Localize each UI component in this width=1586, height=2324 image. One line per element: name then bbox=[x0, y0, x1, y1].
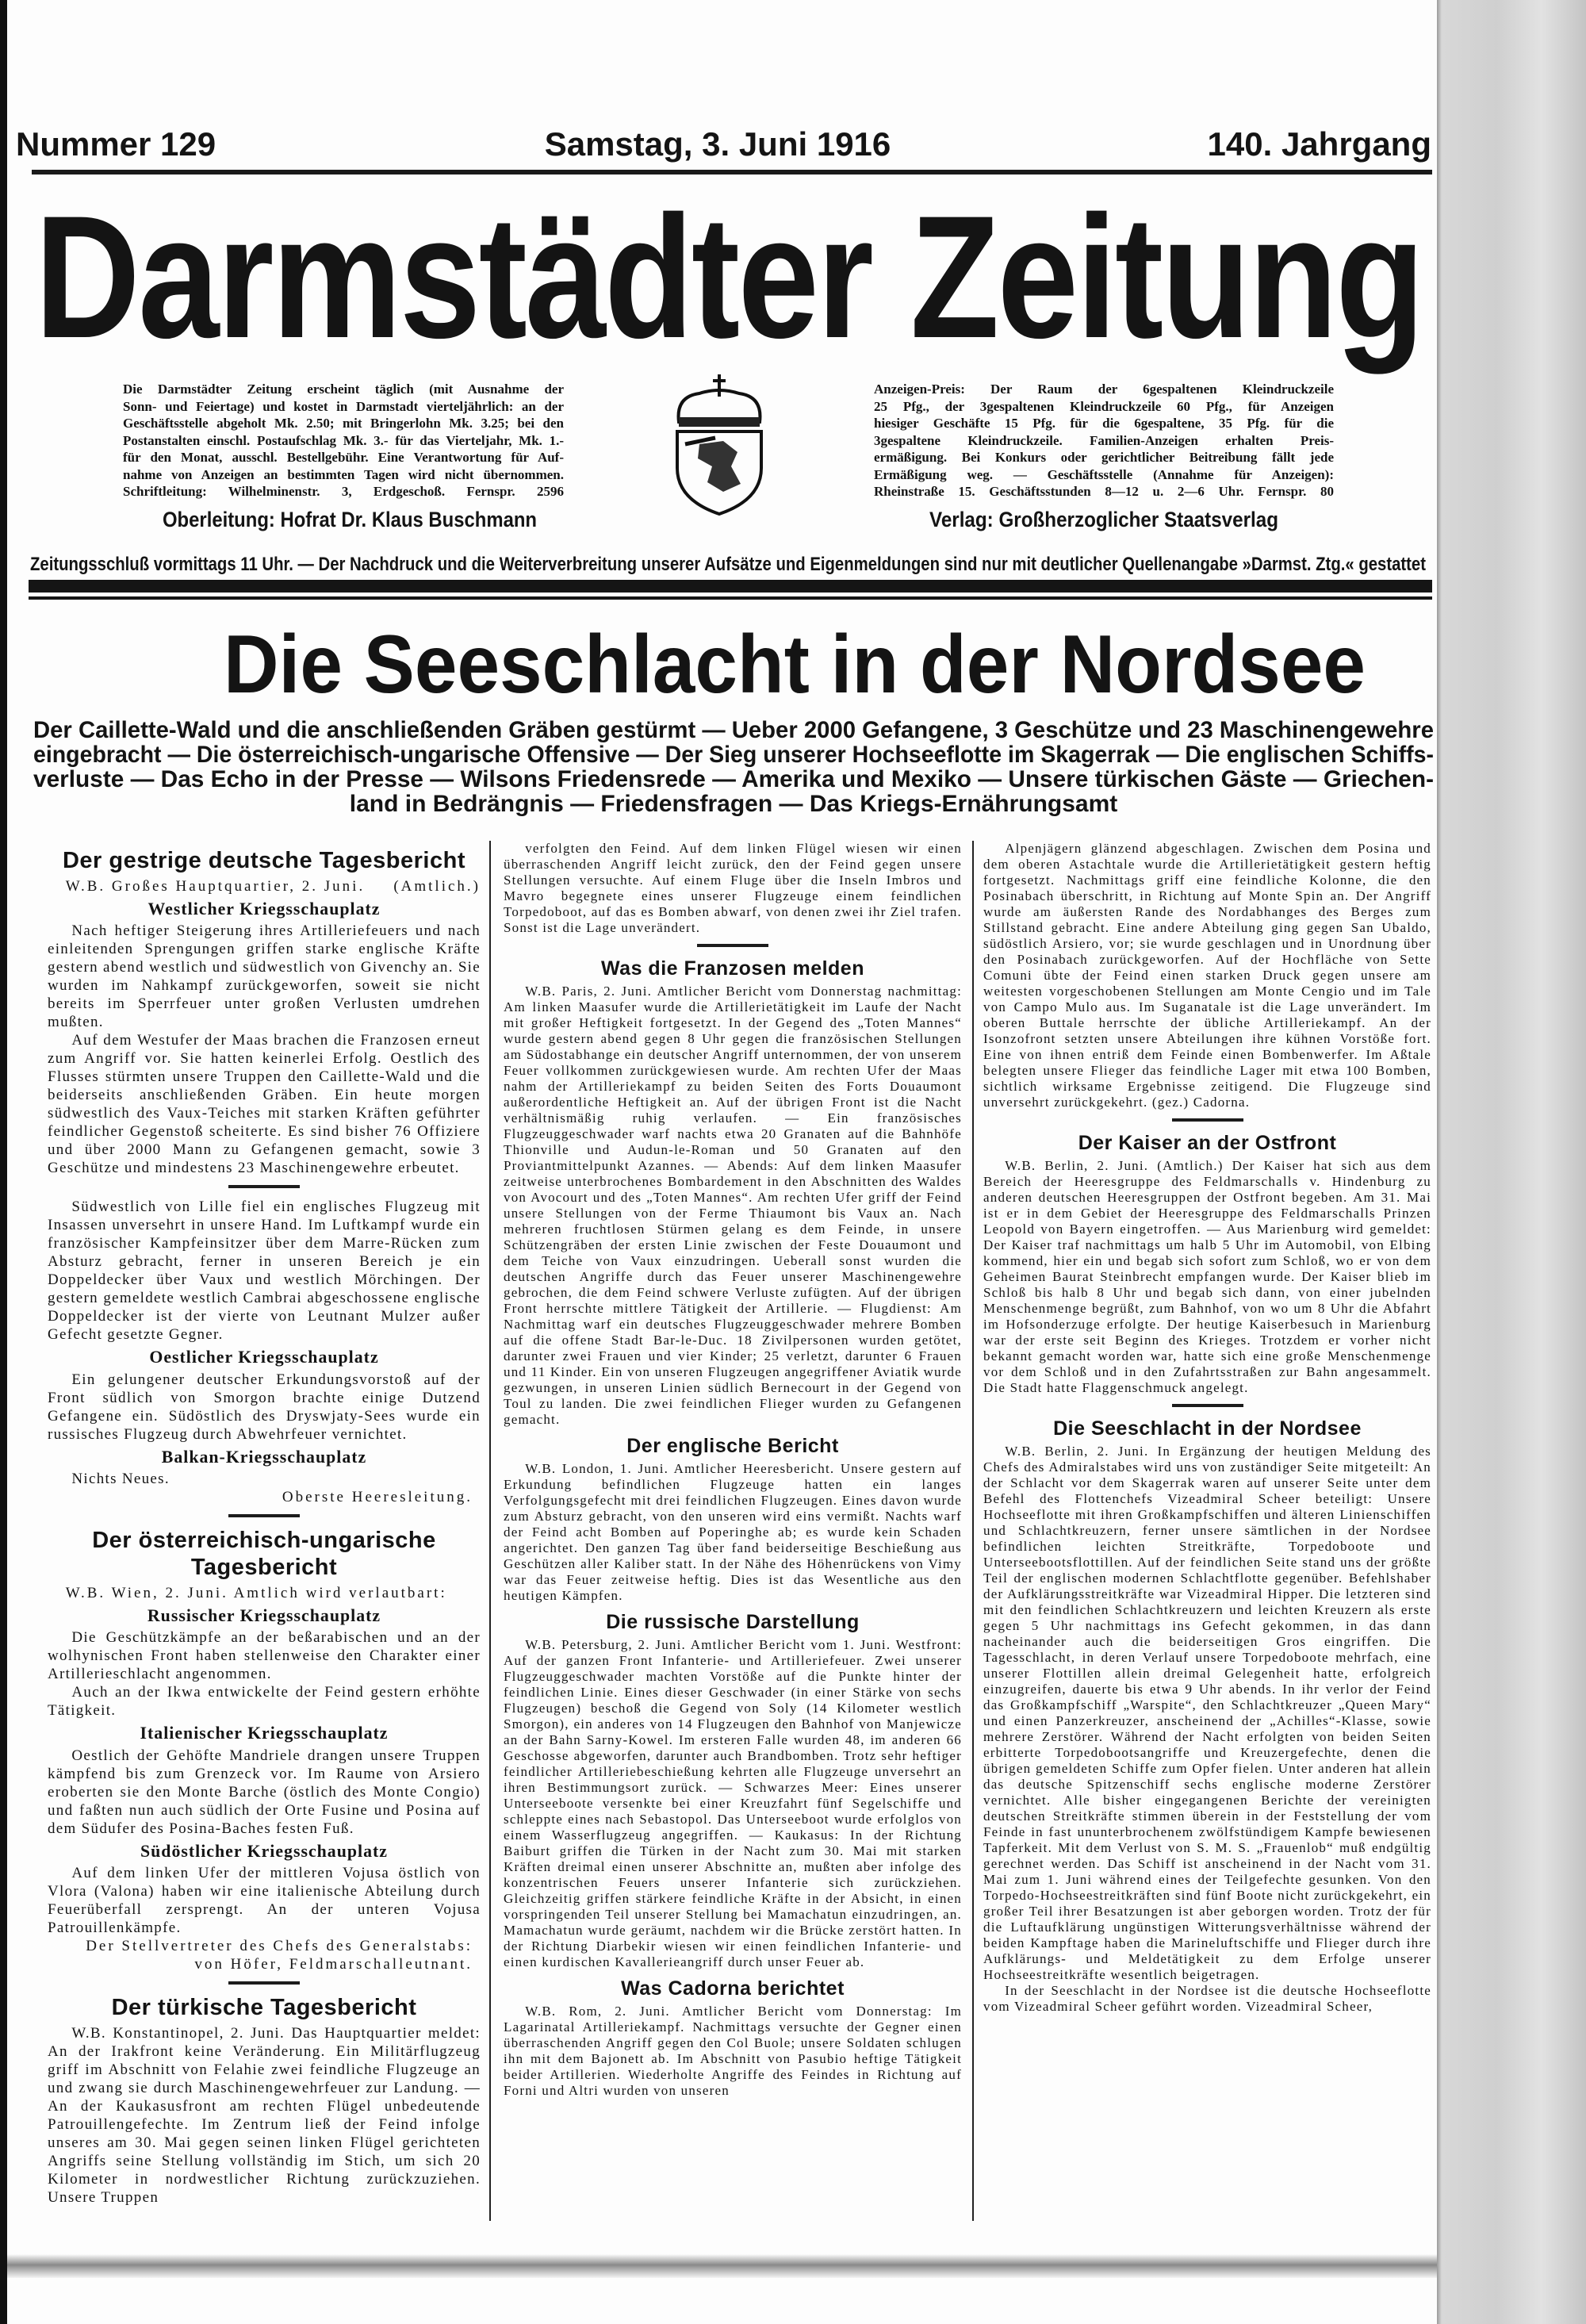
info-line: für den Monat, ausschl. Bestellgebühr. Eine Verantwortung für Auf- bbox=[123, 450, 564, 465]
article-paragraph: Auch an der Ikwa entwickelte der Feind gestern erhöhte Tätigkeit. bbox=[48, 1684, 481, 1720]
column-3 bbox=[983, 841, 1431, 2217]
info-line: hiesiger Geschäfte 15 Pfg. für die 6gespaltene, 35 Pfg. für die bbox=[874, 416, 1334, 431]
section-subheading: Südöstlicher Kriegsschauplatz bbox=[140, 1841, 388, 1861]
section-subheading: Balkan-Kriegsschauplatz bbox=[161, 1447, 367, 1467]
section-divider bbox=[228, 1514, 300, 1517]
info-line: Geschäftsstelle abgeholt Mk. 2.50; mit Bringerlohn Mk. 3.25; bei den bbox=[123, 416, 564, 431]
section-subheading: Oestlicher Kriegsschauplatz bbox=[149, 1348, 379, 1367]
article-paragraph: Ein gelungener deutscher Erkundungsvorstoß auf der Front südlich von Smorgon brachte einige Dutzend Gefangene ein. Südöstlich des Dryswjaty-Sees wurde ein russisches Flugzeug durch Abwehrfeuer vernichtet. bbox=[48, 1371, 481, 1443]
article-signature: Oberste Heeresleitung. bbox=[282, 1488, 473, 1505]
subheadline-line: land in Bedrängnis — Friedensfragen — Das Kriegs-Ernährungsamt bbox=[349, 791, 1118, 817]
article-heading: Die russische Darstellung bbox=[606, 1611, 860, 1633]
article-heading: Der österreichisch-ungarische Tagesbericht bbox=[92, 1527, 436, 1580]
section-divider bbox=[1172, 1404, 1243, 1407]
subheadlines bbox=[33, 718, 1434, 816]
info-line: Anzeigen-Preis: Der Raum der 6gespaltenen Kleindruckzeile bbox=[874, 382, 1334, 397]
main-headline bbox=[224, 619, 1366, 711]
article-paragraph: W.B. Konstantinopel, 2. Juni. Das Hauptquartier meldet: An der Irakfront keine Veränderung. Ein Militärflugzeug griff im Abschnitt von Felahie zwei feindliche Flugzeuge an und zwang sie durch Maschinengewehrfeuer zur Landung. — An der Kaukasusfront am rechten Flügel unbedeutende Patrouillengefechte. Im Zentrum ließ der Feind infolge unseres am 30. Mai gegen seinen linken Flügel gerichteten Angriffs seine Stellung vollständig im Stich, um sich 20 Kilometer in nordwestlicher Richtung zurückzuziehen. Unsere Truppen bbox=[48, 2024, 481, 2206]
info-line: Schriftleitung: Wilhelminenstr. 3, Erdgeschoß. Fernspr. 2596 bbox=[123, 484, 564, 499]
article-paragraph: Auf dem linken Ufer der mittleren Vojusa östlich von Vlora (Valona) haben wir eine italienische Abteilung durch Feuerüberfall zersprengt. An der unteren Vojusa Patrouillenkämpfe. bbox=[48, 1864, 481, 1936]
line-text: eingebracht — Die österreichisch-ungarische Offensive — Der Sieg unserer Hochseeflotte im Skagerrak — Die englischen Schiffs- bbox=[33, 742, 1434, 768]
dateline bbox=[48, 877, 481, 895]
info-line: 3gespaltene Kleindruckzeile. Familien-Anzeigen erhalten Preis- bbox=[874, 432, 1334, 448]
article-paragraph: verfolgten den Feind. Auf dem linken Flügel wiesen wir einen überraschenden Angriff leicht zurück, den der Feind gegen unsere Stellungen versuchte. Auf einem Fluge über die Inseln Imbros und Mavro begegnete eines unserer Flugzeuge einem feindlichen Torpedoboot, auf das es Bomben abwarf, von denen zwei ihr Ziel trafen. Sonst ist die Lage unverändert. bbox=[504, 841, 962, 935]
article-paragraph: Auf dem Westufer der Maas brachen die Franzosen erneut zum Angriff vor. Sie hatten keinerlei Erfolg. Oestlich des Flusses stürmten unsere Truppen den Caillette-Wald und die beiderseits anschließenden Gräben. Ein heute morgen südwestlich des Vaux-Teiches mit starken Kräften geführter feindlicher Gegenstoß scheiterte. Es sind bisher 76 Offiziere und über 2000 Mann zu Gefangenen gemacht, sowie 3 Geschütze und mindestens 23 Maschinengewehre erbeutet. bbox=[48, 1032, 481, 1177]
info-line: Sonn- und Feiertage) und kostet in Darmstadt vierteljährlich: an der bbox=[123, 398, 564, 414]
masthead-rule-thin bbox=[29, 596, 1432, 600]
masthead-rule-thick bbox=[29, 580, 1432, 593]
column-divider bbox=[489, 841, 491, 2221]
column-1 bbox=[48, 841, 481, 2217]
coat-of-arms-icon bbox=[668, 373, 771, 516]
newspaper-title-text: Darmstädter Zeitung bbox=[35, 179, 1423, 374]
section-subheading: Italienischer Kriegsschauplatz bbox=[140, 1724, 389, 1743]
publisher-line-text: Verlag: Großherzoglicher Staatsverlag bbox=[929, 508, 1278, 531]
reprint-notice bbox=[30, 554, 1426, 576]
section-subheading: Russischer Kriegsschauplatz bbox=[147, 1605, 381, 1625]
issue-number: Nummer 129 bbox=[16, 125, 216, 163]
article-paragraph: W.B. Paris, 2. Juni. Amtlicher Bericht vom Donnerstag nachmittag: Am linken Maasufer wurde die Artillerietätigkeit im Laufe der Nacht mit großer Heftigkeit fortgesetzt. In der Gegend des „Toten Mannes“ wurde gestern abend gegen 8 Uhr gegen die französischen Stellungen am Südostabhange ein deutscher Angriff unternommen, der von unserem Feuer vollkommen zurückgewiesen wurde. Am rechten Ufer der Maas nahm der Artilleriekampf zu beiden Seiten des Forts Douaumont außerordentliche Heftigkeit an. Auf der übrigen Front ist die Nacht verhältnismäßig ruhig verlaufen. — Ein französisches Flugzeuggeschwader warf nachts etwa 20 Granaten auf die Bahnhöfe Thionville und Audun-le-Roman und 50 Granaten auf den Proviantmittelpunkt Azannes. — Abends: Auf dem linken Maasufer zeitweise unterbrochenes Bombardement in den Abschnitten des Waldes von Avocourt und des „Toten Mannes“. Am rechten Ufer griff der Feind unsere Stellungen von der Ferme Thiaumont bis Vaux an. Nach mehreren fruchtlosen Stürmen gelang es dem Feinde, in unsere Schützengräben der ersten Linie zwischen der Feste Douaumont und dem Teiche von Vaux einzudringen. Ueberall sonst wurden die deutschen Angriffe durch das Feuer unserer Maschinengewehre gebrochen, die dem Feind schwere Verluste zufügten. Auf der übrigen Front herrschte mittlere Tätigkeit der Artillerie. — Flugdienst: Am Nachmittag warf ein deutsches Flugzeuggeschwader mehrere Bomben auf die offene Stadt Bar-le-Duc. 18 Zivilpersonen wurden getötet, darunter zwei Frauen und vier Kinder; 25 verletzt, darunter 6 Frauen und 11 Kinder. Ein von unseren Flugzeugen angegriffener Aviatik wurde gezwungen, in unseren Linien südlich Bernecourt in der Gegend von Toul zu landen. Die zwei feindlichen Flieger wurden zu Gefangenen gemacht. bbox=[504, 984, 962, 1427]
newspaper-title bbox=[35, 178, 1423, 376]
info-line: Postanstalten einschl. Postaufschlag Mk. 3.- für das Vierteljahr, Mk. 1.- bbox=[123, 432, 564, 448]
info-line: Die Darmstädter Zeitung erscheint täglich (mit Ausnahme der bbox=[123, 382, 564, 397]
info-line: ermäßigung. Bei Konkurs oder gerichtlicher Beitreibung fällt jede bbox=[874, 450, 1334, 465]
article-paragraph: In der Seeschlacht in der Nordsee ist die deutsche Hochseeflotte vom Vizeadmiral Scheer geführt worden. Vizeadmiral Scheer, bbox=[983, 1983, 1431, 2014]
article-paragraph: W.B. Rom, 2. Juni. Amtlicher Bericht vom Donnerstag: Im Lagarinatal Artilleriekampf. Nachmittags versuchte der Gegner einen überraschenden Angriff gegen den Col Buole; unsere Soldaten schlugen ihn mit dem Bajonett ab. Im Abschnitt von Pasubio heftige Tätigkeit beider Artillerien. Wiederholte Angriffe des Feindes in Richtung auf Forni und Altri wurden von unseren bbox=[504, 2004, 962, 2098]
editor-line bbox=[163, 508, 537, 532]
article-paragraph: W.B. Berlin, 2. Juni. (Amtlich.) Der Kaiser hat sich aus dem Bereich der Heeresgruppe des Feldmarschalls v. Hindenburg zu anderen deutschen Heeresgruppen der Ostfront begeben. Am 31. Mai ist er in dem Gebiet der Heeresgruppe des Feldmarschalls Prinzen Leopold von Bayern eingetroffen. — Aus Marienburg wird gemeldet: Der Kaiser traf nachmittags um halb 5 Uhr im Automobil, von Elbing kommend, hier ein und begab sich sofort zum Schloß, wo er von dem Geheimen Baurat Steinbrecht empfangen wurde. Der Kaiser blieb im Schloß bis halb 8 Uhr und begab sich dann, von einer jubelnden Menschenmenge begrüßt, zum Bahnhof, von wo um 8 Uhr die Abfahrt im Hofsonderzuge erfolgte. Der heutige Kaiserbesuch in Marienburg war der erste seit Beginn des Krieges. Trotzdem er vorher nicht bekannt gemacht worden war, hatte sich eine große Menschenmenge vor dem Schloß und in den Zufahrtsstraßen zur Bahn angesammelt. Die Stadt hatte Flaggenschmuck angelegt. bbox=[983, 1158, 1431, 1395]
article-signature: von Höfer, Feldmarschalleutnant. bbox=[194, 1955, 473, 1973]
article-paragraph: Südwestlich von Lille fiel ein englisches Flugzeug mit Insassen unversehrt in unsere Hand. Im Luftkampf wurde ein französischer Kampfeinsitzer über dem Marre-Rücken zum Absturz gebracht, ferner in unseren Bereich je ein Doppeldecker über Vaux und westlich Mörchingen. Der gestern gemeldete westlich Cambrai abgeschossene englische Doppeldecker ist der vierte von Leutnant Mulzer außer Gefecht gesetzte Gegner. bbox=[48, 1198, 481, 1344]
column-2 bbox=[504, 841, 962, 2217]
dateline-text: W.B. Wien, 2. Juni. Amtlich wird verlautbart: bbox=[65, 1584, 447, 1601]
column-divider bbox=[972, 841, 974, 2221]
article-paragraph: Oestlich der Gehöfte Mandriele drangen unsere Truppen kämpfend bis zum Grenzeck vor. Im Raume von Arsiero eroberten sie den Monte Barche (östlich des Monte Congio) und faßten nun auch südlich der Orte Fusine und Posina auf dem Südufer des Posina-Baches festen Fuß. bbox=[48, 1747, 481, 1837]
dateline-note: (Amtlich.) bbox=[393, 878, 481, 895]
article-heading: Was Cadorna berichtet bbox=[621, 1977, 845, 2000]
reprint-notice-text: Zeitungsschluß vormittags 11 Uhr. — Der Nachdruck und die Weiterverbreitung unserer Aufsätze und Eigenmeldungen sind nur mit deutlicher Quellenangabe »Darmst. Ztg.« gestattet bbox=[30, 554, 1426, 575]
article-paragraph: W.B. Berlin, 2. Juni. In Ergänzung der heutigen Meldung des Chefs des Admiralstabes wird uns von zuständiger Seite mitgeteilt: An der Schlacht vor dem Skagerrak waren auf unserer Seite unter dem Befehl des Flottenchefs Vizeadmiral Scheer beteiligt: Unsere Hochseeflotte mit ihren Großkampfschiffen und älteren Linienschiffen und Schlachtkreuzern, ferner unsere sämtlichen in der Nordsee befindlichen leichten Streitkräfte, Torpedoboote und Unterseebootsflottillen. Auf der feindlichen Seite stand uns der größte Teil der englischen modernen Schlachtflotte gegenüber. Befehlshaber der Aufklärungsstreitkräfte war Vizeadmiral Hipper. Die letzteren sind mit den feindlichen Schlachtkreuzern und leichten Kreuzern als erste gegen 5 Uhr nachmittags ins Gefecht gekommen, in das dann nacheinander auch die beiderseitigen Gros eingriffen. Die Tagesschlacht, in deren Verlauf unsere Torpedoboote mehrfach, eine unserer Flottillen allein dreimal Gelegenheit hatte, erfolgreich einzugreifen, dauerte bis etwa 9 Uhr abends. In ihr verlor der Feind das Großkampfschiff „Warspite“, den Schlachtkreuzer „Queen Mary“ und einen Panzerkreuzer, anscheinend der „Achilles“-Klasse, sowie mehrere Zerstörer. Während der Nacht erfolgten von beiden Seiten erbitterte Torpedobootsangriffe und Kreuzergefechte, denen die übrigen gemeldeten Schiffe zum Opfer fielen. Unter anderen hat allein das deutsche Spitzenschiff sechs englische moderne Zerstörer vernichtet. Alle bisher eingegangenen Berichte der vereinigten deutschen Streitkräfte stimmen überein in der Feststellung der vom Feinde in fast ununterbrochenem zwölfstündigem Kampfe bewiesenen Tapferkeit. Mit dem Verlust von S. M. S. „Frauenlob“ muß endgültig gerechnet werden. Das Schiff ist anscheinend in der Nacht vom 31. Mai zum 1. Juni während eines der Teilgefechte gesunken. Von den Torpedo-Hochseestreitkräften sind fünf Boote nicht zurückgekehrt, ein großer Teil ihrer Besatzungen ist aber geborgen worden. Trotz der für die Luftaufklärung ungünstigen Witterungsverhältnisse während der beiden Kampftage haben die Marineluftschiffe und Flieger durch ihre Aufklärungs- und Meldetätigkeit zu dem Erfolge unserer Hochseestreitkräfte wesentlich beigetragen. bbox=[983, 1444, 1431, 1982]
section-divider bbox=[228, 1981, 300, 1985]
info-line: nahme von Anzeigen an bestimmten Tagen wird nicht übernommen. bbox=[123, 466, 564, 482]
publisher-line bbox=[929, 508, 1278, 532]
section-divider bbox=[1172, 1118, 1243, 1122]
article-heading: Der Kaiser an der Ostfront bbox=[1078, 1132, 1337, 1154]
info-line: Ermäßigung weg. — Geschäftsstelle (Annahme für Anzeigen): bbox=[874, 466, 1334, 482]
article-heading: Die Seeschlacht in der Nordsee bbox=[1053, 1417, 1362, 1440]
info-line: Rheinstraße 15. Geschäftsstunden 8—12 u. 2—6 Uhr. Fernspr. 80 bbox=[874, 484, 1334, 499]
article-paragraph: Nichts Neues. bbox=[71, 1470, 170, 1487]
line-text: Der Caillette-Wald und die anschließenden Gräben gestürmt — Ueber 2000 Gefangene, 3 Geschütze und 23 Maschinengewehre bbox=[33, 717, 1434, 743]
subscription-info bbox=[123, 381, 564, 500]
article-paragraph: Nach heftiger Steigerung ihres Artilleriefeuers und nach einleitenden Sprengungen griffen starke englische Kräfte gestern abend westlich und südwestlich von Givenchy an. Sie wurden im Nahkampf zurückgeworfen, soweit sie nicht bereits im Sperrfeuer unter großen Verlusten umdrehen mußten. bbox=[48, 922, 481, 1031]
section-divider bbox=[228, 1185, 300, 1188]
article-paragraph: Alpenjägern glänzend abgeschlagen. Zwischen dem Posina und dem oberen Astachtale wurde die Artillerietätigkeit gestern heftig fortgesetzt. Nachmittags griff eine feindliche Kolonne, die den Posinabach überschritt, in Richtung auf Monte Spin an. Der Angriff wurde am äußersten Rande des Nordabhanges des Berges zum Stillstand gebracht. Eine andere Abteilung ging gegen San Ubaldo, südöstlich Arsiero, vor; sie wurde geschlagen und in Unordnung über den Posinabach zurückgeworfen. Auf der Hochfläche von Sette Comuni übte der Feind einen starken Druck gegen unsere am weitesten vorgeschobenen Stellungen am Monte Cengio und im Tale von Campo Mulo aus. Im Suganatale ist die Lage unverändert. Im oberen Buttale herrschte der übliche Artilleriekampf. An der Isonzofront setzten unsere Abteilungen ihre kühnen Vorstöße fort. Eine von ihnen entriß dem Feinde einen Bombenwerfer. Im Aßtale belegten unsere Flieger das feindliche Lager mit etwa 100 Bomben, sichtlich wirksame Ergebnisse zeitigend. Die Flugzeuge sind unversehrt zurückgekehrt. (gez.) Cadorna. bbox=[983, 841, 1431, 1110]
advertising-info bbox=[874, 381, 1334, 500]
editor-line-text: Oberleitung: Hofrat Dr. Klaus Buschmann bbox=[163, 508, 537, 531]
volume-year: 140. Jahrgang bbox=[1207, 125, 1431, 163]
article-heading: Der türkische Tagesbericht bbox=[111, 1994, 417, 2020]
info-line: 25 Pfg., der 3gespaltenen Kleindruckzeile 60 Pfg., für Anzeigen bbox=[874, 398, 1334, 414]
article-heading: Was die Franzosen melden bbox=[601, 957, 864, 980]
top-rule bbox=[32, 170, 1432, 174]
subheadline-line bbox=[33, 742, 1434, 767]
dateline bbox=[48, 1584, 481, 1602]
main-headline-text: Die Seeschlacht in der Nordsee bbox=[224, 619, 1366, 711]
binding-strip bbox=[1437, 0, 1586, 2324]
article-paragraph: W.B. Petersburg, 2. Juni. Amtlicher Bericht vom 1. Juni. Westfront: Auf der ganzen Front Infanterie- und Artilleriefeuer. Zwei unserer Flugzeuggeschwader machten Vorstöße auf die Punkte hinter der feindlichen Linie. Eines dieser Geschwader (in einer Stärke von sechs Flugzeugen) beschoß die Gegend von Soly (14 Kilometer westlich Smorgon), ein anderes von 14 Flugzeugen den Bahnhof von Manjewicze an der Bahn Sarny-Kowel. Im ersteren Falle wurden 48, im anderen 66 Geschosse abgeworfen, darunter auch Brandbomben. Trotz sehr heftiger feindlicher Artilleriebeschießung kehrten alle Flugzeuge unversehrt an ihren Bestimmungsort zurück. — Schwarzes Meer: Eines unserer Unterseeboote versenkte bei einer Kreuzfahrt fünf Segelschiffe und schleppte eines nach Sebastopol. Das Unterseeboot wurde erfolglos von einem Wasserflugzeug angegriffen. — Kaukasus: In der Richtung Baiburt griffen die Türken in der Nacht zum 30. Mai mit starken Kräften dreimal einen unserer Abschnitte an, mußten aber infolge des konzentrischen Feuers unserer Infanterie sich zurückziehen. Gleichzeitig griffen stärkere feindliche Kräfte in der Absicht, in einen vorspringenden Teil unserer Stellung bei Mamachatun einzudringen, an. Mamachatun wurde geräumt, nachdem wir die Brücke zerstört hatten. In der Richtung Diarbekir wiesen wir einen feindlichen Infanterie- und einen kurdischen Kavallerieangriff durch unser Feuer ab. bbox=[504, 1637, 962, 1969]
article-heading: Der gestrige deutsche Tagesbericht bbox=[62, 848, 465, 873]
subheadline-line bbox=[33, 718, 1434, 742]
dateline-text: W.B. Großes Hauptquartier, 2. Juni. bbox=[65, 878, 366, 895]
article-signature: Der Stellvertreter des Chefs des Generalstabs: bbox=[86, 1937, 473, 1954]
section-divider bbox=[697, 944, 768, 947]
subheadline-line bbox=[33, 767, 1434, 792]
line-text: verluste — Das Echo in der Presse — Wilsons Friedensrede — Amerika und Mexiko — Unsere türkischen Gäste — Griechen- bbox=[33, 766, 1434, 792]
article-paragraph: Die Geschützkämpfe an der beßarabischen und an der wolhynischen Front haben stellenweise den Charakter einer Artillerieschlacht angenommen. bbox=[48, 1629, 481, 1683]
article-heading: Der englische Bericht bbox=[626, 1435, 839, 1457]
page-left-edge bbox=[0, 0, 7, 2324]
section-subheading: Westlicher Kriegsschauplatz bbox=[147, 899, 381, 918]
article-paragraph: W.B. London, 1. Juni. Amtlicher Heeresbericht. Unsere gestern auf Erkundung befindlichen Flugzeuge hatten ein langes Verfolgungsgefecht mit drei feindlichen Flugzeugen. Eines davon wurde zum Absturz gebracht, von den unseren wird eins vermißt. Nachts warf der Feind acht Bomben auf Poperinghe ab; es wurde kein Schaden angerichtet. Den ganzen Tag über fand beiderseitige Beschießung aus Geschützen aller Kaliber statt. In der Nähe des Höhenrückens von Vimy war das Feuer zeitweise heftig. Dies ist das Wesentliche aus den heutigen Kämpfen. bbox=[504, 1461, 962, 1603]
page-bottom-shadow bbox=[7, 2254, 1437, 2278]
issue-date: Samstag, 3. Juni 1916 bbox=[544, 125, 891, 163]
